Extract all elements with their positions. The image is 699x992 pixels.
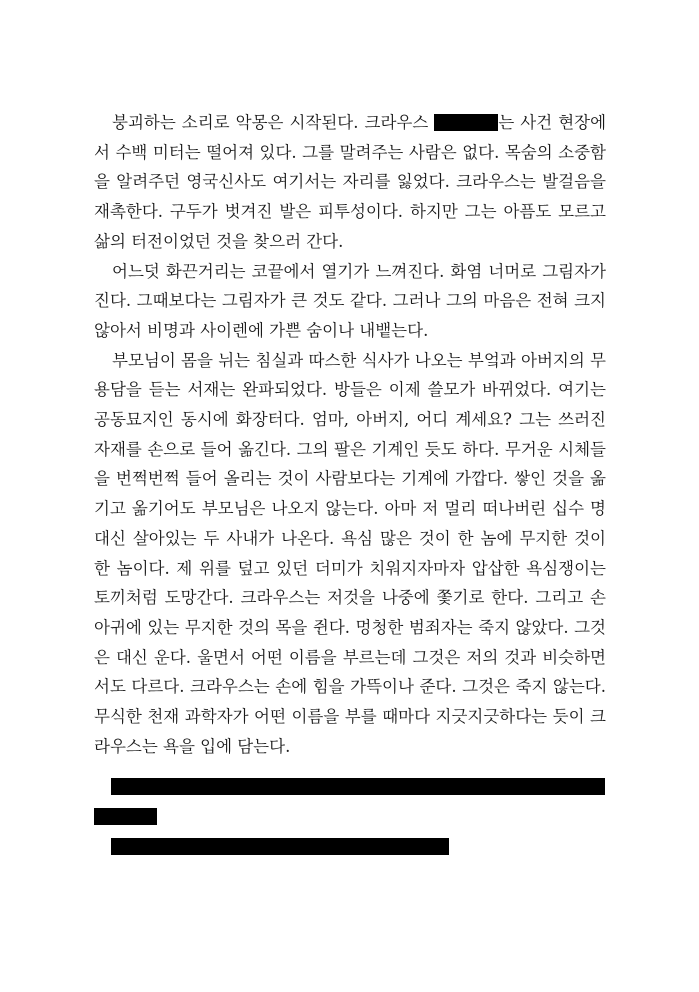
redaction-bar-3 <box>111 838 449 855</box>
body-text <box>94 108 606 761</box>
redaction-bar-2 <box>94 808 157 825</box>
paragraph-1-text-a: 붕괴하는 소리로 악몽은 시작된다. 크라우스 <box>112 113 435 132</box>
paragraph-3: 부모님이 몸을 뉘는 침실과 따스한 식사가 나오는 부엌과 아버지의 무용담을 듣는 서재는 완파되었다. 방들은 이제 쓸모가 바뀌었다. 여기는 공동묘지인 동시에 화장터다. 엄마, 아버지, 어디 계세요? 그는 쓰러진 자재를 손으로 들어 옮긴다. 그의 팔은 기계인 듯도 하다. 무거운 시체들을 번쩍번쩍 들어 올리는 것이 사람보다는 기계에 가깝다. 쌓인 것을 옮기고 옮기어도 부모님은 나오지 않는다. 아마 저 멀리 떠나버린 십수 명 대신 살아있는 두 사내가 나온다. 욕심 많은 것이 한 놈에 무지한 것이 한 놈이다. 제 위를 덮고 있던 더미가 치워지자마자 압삽한 욕심쟁이는 토끼처럼 도망간다. 크라우스는 저것을 나중에 쫓기로 한다. 그리고 손아귀에 있는 무지한 것의 목을 쥔다. 멍청한 범죄자는 죽지 않았다. 그것은 대신 운다. 울면서 어떤 이름을 부르는데 그것은 저의 것과 비슷하면서도 다르다. 크라우스는 손에 힘을 가뜩이나 준다. 그것은 죽지 않는다. 무식한 천재 과학자가 어떤 이름을 부를 때마다 지긋지긋하다는 듯이 크라우스는 욕을 입에 담는다. <box>94 350 606 756</box>
paragraph-2: 어느덧 화끈거리는 코끝에서 열기가 느껴진다. 화염 너머로 그림자가 진다. 그때보다는 그림자가 큰 것도 같다. 그러나 그의 마음은 전혀 크지 않아서 비명과 사이렌에 가쁜 숨이나 내뱉는다. <box>94 261 606 340</box>
paragraph-1 <box>94 108 606 257</box>
paragraph-1-text-b: 는 사건 현장에서 수백 미터는 떨어져 있다. 그를 말려주는 사람은 없다. 목숨의 소중함을 알려주던 영국신사도 여기서는 자리를 잃었다. 크라우스는 발걸음을 재촉한다. 구두가 벗겨진 발은 피투성이다. 하지만 그는 아픔도 모르고 삶의 터전이었던 것을 찾으러 간다. <box>94 113 607 251</box>
redaction-bar-1 <box>111 778 605 795</box>
redacted-name <box>434 114 498 131</box>
